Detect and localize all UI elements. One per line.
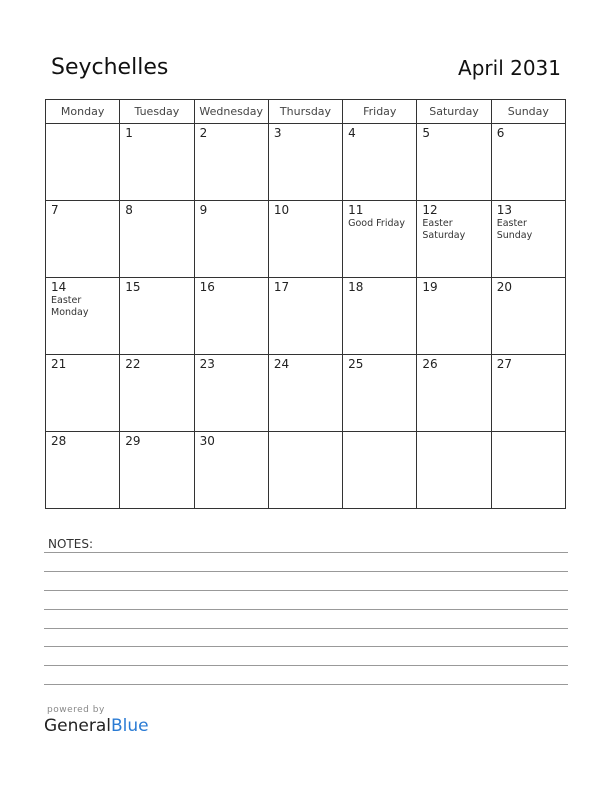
day-cell-content <box>46 278 119 321</box>
weekday-header: Saturday <box>417 100 491 124</box>
note-line <box>44 552 568 553</box>
day-cell <box>343 278 417 355</box>
day-cell <box>343 201 417 278</box>
day-cell <box>194 278 268 355</box>
day-number: 22 <box>125 357 141 371</box>
day-cell-content <box>417 201 490 244</box>
note-line <box>44 590 568 591</box>
day-number: 9 <box>199 203 208 217</box>
day-cell <box>194 355 268 432</box>
note-line <box>44 665 568 666</box>
day-number: 14 <box>51 280 67 294</box>
day-number: 1 <box>125 126 133 140</box>
day-cell-content <box>269 124 342 143</box>
day-cell <box>417 432 491 509</box>
day-number: 24 <box>273 357 290 371</box>
day-cell <box>194 124 268 201</box>
day-cell-content <box>492 124 565 143</box>
day-number: 7 <box>51 203 59 217</box>
week-row <box>46 355 566 432</box>
day-cell-content <box>120 432 193 451</box>
day-cell <box>46 278 120 355</box>
day-cell-content <box>269 278 342 297</box>
day-cell-content <box>120 278 193 297</box>
holiday-label: Easter <box>51 295 82 306</box>
day-cell <box>120 432 194 509</box>
day-cell <box>491 124 565 201</box>
holiday-label: Monday <box>51 307 89 318</box>
day-cell-content <box>492 432 565 436</box>
weekday-header: Wednesday <box>194 100 268 124</box>
holiday-label: Easter <box>496 218 527 229</box>
day-cell-content <box>343 278 416 297</box>
day-number: 20 <box>496 280 512 294</box>
day-number: 18 <box>348 280 364 294</box>
day-cell <box>268 278 342 355</box>
day-cell-content <box>269 355 342 374</box>
note-line <box>44 684 568 685</box>
note-line <box>44 628 568 629</box>
holiday-label: Good Friday <box>348 218 405 229</box>
day-cell <box>417 201 491 278</box>
week-row <box>46 278 566 355</box>
day-number: 8 <box>125 203 133 217</box>
day-cell <box>491 278 565 355</box>
notes-label: NOTES: <box>48 537 93 551</box>
day-cell-content <box>195 201 268 220</box>
day-cell <box>268 355 342 432</box>
day-cell <box>120 278 194 355</box>
day-number: 27 <box>496 357 512 371</box>
day-cell <box>120 201 194 278</box>
day-number: 30 <box>199 434 215 448</box>
day-cell <box>343 432 417 509</box>
note-line <box>44 571 568 572</box>
weekday-header: Thursday <box>268 100 342 124</box>
day-cell-content <box>46 355 119 374</box>
day-cell <box>417 124 491 201</box>
day-cell <box>268 124 342 201</box>
weekday-header: Friday <box>343 100 417 124</box>
day-cell-content <box>492 278 565 297</box>
day-number: 11 <box>348 203 364 217</box>
note-line <box>44 609 568 610</box>
day-number: 25 <box>348 357 364 371</box>
powered-by-text: powered by <box>47 705 105 715</box>
day-cell-content <box>343 355 416 374</box>
day-cell-content <box>120 201 193 220</box>
day-cell-content <box>269 201 342 220</box>
day-number: 13 <box>496 203 512 217</box>
day-number: 10 <box>273 203 290 217</box>
note-line <box>44 646 568 647</box>
day-cell <box>268 432 342 509</box>
week-row <box>46 201 566 278</box>
day-cell-content <box>269 432 342 436</box>
week-row <box>46 432 566 509</box>
day-number: 5 <box>422 126 431 140</box>
holiday-label: Easter <box>422 218 453 229</box>
day-cell <box>491 432 565 509</box>
holiday-label: Sunday <box>496 230 533 241</box>
day-cell <box>194 432 268 509</box>
day-cell-content <box>195 124 268 143</box>
day-number: 3 <box>273 126 282 140</box>
month-title: April 2031 <box>458 56 561 80</box>
day-number: 6 <box>496 126 505 140</box>
day-cell-content <box>417 124 490 143</box>
day-cell-content <box>343 201 416 232</box>
day-cell <box>343 124 417 201</box>
brand-general-text: General <box>44 716 111 736</box>
day-cell <box>343 355 417 432</box>
weekday-header: Tuesday <box>120 100 194 124</box>
day-number: 17 <box>273 280 290 294</box>
day-cell-content <box>343 432 416 436</box>
day-cell-content <box>492 355 565 374</box>
day-cell-content <box>195 278 268 297</box>
country-title: Seychelles <box>51 55 169 80</box>
day-number: 21 <box>51 357 67 371</box>
day-number: 16 <box>199 280 215 294</box>
day-cell <box>491 201 565 278</box>
day-number: 19 <box>422 280 438 294</box>
day-cell <box>46 432 120 509</box>
day-cell <box>46 355 120 432</box>
day-cell <box>46 201 120 278</box>
day-cell-content <box>195 432 268 451</box>
day-cell <box>120 124 194 201</box>
day-number: 4 <box>348 126 356 140</box>
day-cell-content <box>46 201 119 220</box>
day-number: 23 <box>199 357 215 371</box>
calendar-grid <box>45 99 566 509</box>
day-cell <box>194 201 268 278</box>
day-cell-content <box>195 355 268 374</box>
brand-blue-text: Blue <box>111 716 149 736</box>
day-cell-content <box>120 355 193 374</box>
day-cell-content <box>417 432 490 436</box>
day-cell <box>417 278 491 355</box>
day-number: 2 <box>199 126 208 140</box>
day-number: 12 <box>422 203 438 217</box>
weekday-header: Sunday <box>491 100 565 124</box>
day-cell-content <box>46 432 119 451</box>
day-number: 15 <box>125 280 141 294</box>
day-cell-content <box>417 355 490 374</box>
day-cell <box>120 355 194 432</box>
weekday-header: Monday <box>46 100 120 124</box>
day-number: 29 <box>125 434 141 448</box>
day-number: 26 <box>422 357 438 371</box>
day-number: 28 <box>51 434 67 448</box>
holiday-label: Saturday <box>422 230 466 241</box>
day-cell-content <box>46 124 119 128</box>
weekday-header-row <box>46 100 566 124</box>
day-cell <box>46 124 120 201</box>
day-cell-content <box>492 201 565 244</box>
day-cell-content <box>343 124 416 143</box>
day-cell-content <box>417 278 490 297</box>
day-cell <box>491 355 565 432</box>
day-cell <box>417 355 491 432</box>
brand-logo[interactable] <box>44 716 149 736</box>
week-row <box>46 124 566 201</box>
day-cell <box>268 201 342 278</box>
day-cell-content <box>120 124 193 143</box>
